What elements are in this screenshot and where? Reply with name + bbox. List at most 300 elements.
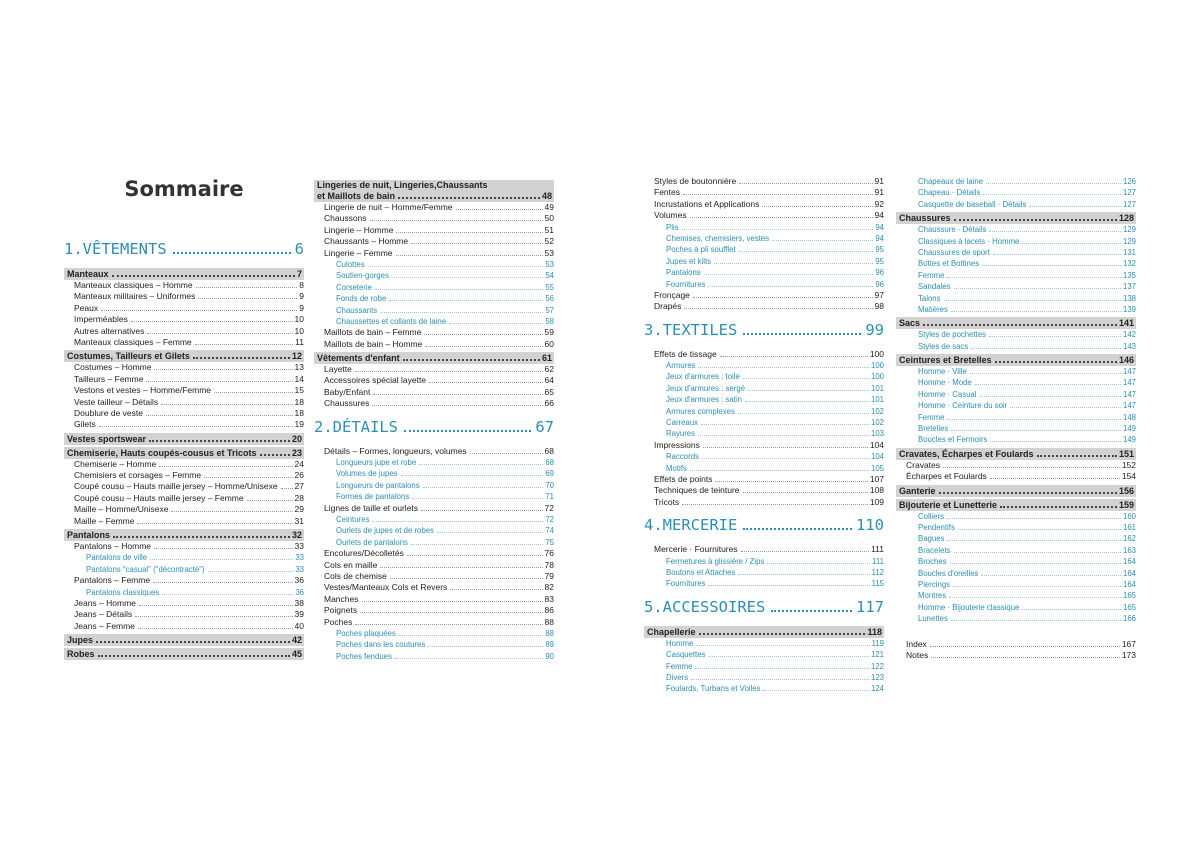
toc-subentry[interactable] [314, 457, 554, 468]
toc-entry[interactable] [64, 609, 304, 620]
toc-subentry[interactable] [896, 522, 1136, 533]
entry-page: 129 [1122, 225, 1136, 235]
toc-subentry[interactable] [644, 638, 884, 649]
toc-section-heading[interactable] [314, 352, 554, 364]
entry-page: 78 [544, 559, 554, 570]
toc-subentry[interactable] [896, 389, 1136, 400]
entry-page: 160 [1122, 511, 1136, 521]
entry-label: Drapés [654, 301, 682, 312]
toc-subentry[interactable] [314, 525, 554, 536]
entry-page: 104 [869, 439, 884, 450]
toc-entry[interactable] [64, 504, 304, 515]
toc-subentry[interactable] [314, 514, 554, 525]
toc-subentry[interactable] [896, 176, 1136, 187]
entry-page: 24 [294, 458, 304, 469]
dot-leader [96, 641, 290, 643]
toc-subentry[interactable] [644, 451, 884, 462]
entry-page: 39 [294, 609, 304, 620]
toc-subentry[interactable] [896, 579, 1136, 590]
entry-label: Volumes de jupes [336, 469, 398, 479]
toc-entry[interactable] [644, 210, 884, 221]
dot-leader [741, 551, 869, 552]
entry-label: Lingerie de nuit – Homme/Femme [324, 202, 453, 212]
toc-subentry[interactable] [644, 279, 884, 290]
dot-leader [990, 478, 1120, 479]
entry-page: 97 [874, 289, 884, 300]
entry-label: Ceintures et Bretelles [899, 355, 992, 366]
toc-subentry[interactable] [644, 417, 884, 428]
toc-subentry[interactable] [896, 366, 1136, 377]
toc-subentry[interactable] [314, 270, 554, 281]
toc-section-heading[interactable] [896, 499, 1136, 511]
entry-label: Longueurs jupe et robe [336, 458, 417, 468]
toc-subentry[interactable] [644, 661, 884, 672]
entry-page: 164 [1122, 579, 1136, 589]
toc-subentry[interactable] [896, 247, 1136, 258]
toc-subentry[interactable] [314, 639, 554, 650]
entry-page: 71 [545, 492, 554, 502]
toc-entry[interactable] [64, 280, 304, 291]
entry-page: 9 [299, 291, 304, 302]
toc-entry[interactable] [314, 248, 554, 259]
toc-subentry[interactable] [644, 256, 884, 267]
entry-page: 105 [870, 463, 884, 473]
dot-leader [975, 384, 1121, 385]
toc-subentry[interactable] [644, 463, 884, 474]
toc-subentry[interactable] [896, 236, 1136, 247]
toc-section-heading[interactable] [896, 212, 1136, 224]
toc-subentry[interactable] [314, 537, 554, 548]
toc-subentry[interactable] [644, 267, 884, 278]
toc-entry[interactable] [644, 199, 884, 210]
entry-label: Boucles et Fermoirs [918, 435, 988, 445]
toc-section-heading[interactable] [64, 648, 304, 660]
toc-subentry[interactable] [896, 434, 1136, 445]
entry-label: Foulards, Turbans et Voiles [666, 684, 761, 694]
entry-label: Chapeaux de laine [918, 177, 984, 186]
toc-subentry[interactable] [896, 187, 1136, 198]
dot-leader [281, 488, 293, 489]
toc-entry[interactable] [314, 327, 554, 338]
toc-subentry[interactable] [644, 567, 884, 578]
entry-page: 82 [544, 582, 554, 593]
toc-entry[interactable] [644, 290, 884, 301]
entry-label: Manteaux classiques – Femme [74, 336, 192, 347]
toc-section-heading[interactable] [314, 180, 554, 202]
entry-label: Chemiserie, Hauts coupés-cousus et Tricots [67, 447, 257, 458]
dot-leader [113, 536, 290, 538]
entry-page: 49 [544, 202, 554, 212]
toc-subentry[interactable] [314, 305, 554, 316]
dot-leader [738, 574, 869, 575]
entry-label: Boutons et Attaches [666, 567, 736, 577]
toc-section-heading[interactable] [896, 317, 1136, 329]
dot-leader [947, 540, 1121, 541]
dot-leader [943, 467, 1120, 468]
entry-label: Cravates [906, 459, 941, 470]
toc-subentry[interactable] [896, 613, 1136, 624]
toc-subentry[interactable] [896, 329, 1136, 340]
dot-leader [767, 563, 870, 564]
entry-label: Montres [918, 591, 947, 601]
dot-leader [923, 324, 1117, 326]
entry-label: Talons [918, 293, 941, 303]
dot-leader [739, 251, 874, 252]
dot-leader [954, 552, 1121, 553]
toc-entry[interactable] [314, 605, 554, 616]
part-title: 4.MERCERIE [644, 516, 738, 535]
toc-entry[interactable] [314, 548, 554, 559]
toc-entry[interactable] [644, 187, 884, 198]
dot-leader [146, 381, 292, 382]
entry-page: 141 [1118, 318, 1134, 329]
entry-page: 66 [544, 398, 554, 409]
toc-subentry[interactable] [64, 552, 304, 563]
toc-entry[interactable] [314, 446, 554, 457]
dot-leader [983, 194, 1121, 195]
entry-page: 11 [295, 336, 304, 347]
toc-entry[interactable] [644, 440, 884, 451]
dot-leader [380, 312, 543, 313]
toc-subentry[interactable] [314, 480, 554, 491]
entry-page: 95 [875, 245, 884, 255]
dot-leader [953, 586, 1121, 587]
entry-page: 95 [875, 256, 884, 266]
entry-page: 36 [295, 587, 304, 597]
dot-leader [390, 578, 543, 579]
toc-subentry[interactable] [644, 233, 884, 244]
dot-leader [421, 510, 543, 511]
dot-leader [355, 371, 543, 372]
part-title: 5.ACCESSOIRES [644, 597, 766, 616]
toc-entry[interactable] [314, 582, 554, 593]
entry-page: 146 [1118, 355, 1134, 366]
toc-entry[interactable] [314, 364, 554, 375]
entry-label: Chaussures de sport [918, 247, 990, 257]
entry-label: Veste tailleur – Détails [74, 396, 159, 407]
toc-entry[interactable] [314, 617, 554, 628]
dot-leader [690, 217, 873, 218]
entry-page: 75 [545, 537, 554, 547]
toc-subentry[interactable] [896, 258, 1136, 269]
toc-subentry[interactable] [64, 587, 304, 598]
toc-entry[interactable] [64, 291, 304, 302]
toc-subentry[interactable] [896, 281, 1136, 292]
entry-label: Index [906, 638, 927, 649]
toc-section-heading[interactable] [64, 447, 304, 459]
toc-subentry[interactable] [314, 259, 554, 270]
toc-section-heading[interactable] [64, 433, 304, 445]
toc-section-heading[interactable] [64, 350, 304, 362]
toc-entry[interactable] [64, 397, 304, 408]
dot-leader [247, 500, 293, 501]
dot-leader [214, 392, 293, 393]
entry-label: Manteaux classiques – Homme [74, 280, 193, 290]
toc-subentry[interactable] [896, 590, 1136, 601]
toc-subentry[interactable] [64, 564, 304, 575]
toc-entry[interactable] [64, 419, 304, 430]
toc-subentry[interactable] [896, 377, 1136, 388]
toc-subentry[interactable] [896, 293, 1136, 304]
toc-entry[interactable] [64, 481, 304, 492]
part-title: 2.DÉTAILS [314, 417, 398, 436]
entry-label: Maillots de bain – Femme [324, 327, 422, 338]
entry-label: Pantalons – Femme [74, 575, 151, 586]
toc-subentry[interactable] [314, 293, 554, 304]
entry-page: 13 [294, 362, 304, 373]
toc-subentry[interactable] [644, 578, 884, 589]
dot-leader [951, 430, 1121, 431]
entry-page: 137 [1122, 282, 1136, 292]
toc-entry[interactable] [64, 470, 304, 481]
toc-subentry[interactable] [896, 511, 1136, 522]
toc-entry[interactable] [314, 202, 554, 213]
entry-page: 91 [874, 187, 884, 198]
entry-page: 45 [291, 649, 302, 660]
entry-page: 91 [874, 176, 884, 186]
entry-label: Chaussure · Détails [918, 225, 987, 235]
dot-leader [1029, 206, 1121, 207]
toc-entry[interactable] [644, 349, 884, 360]
toc-subentry[interactable] [896, 341, 1136, 352]
dot-leader [951, 620, 1121, 621]
entry-page: 64 [544, 375, 554, 386]
entry-label: Effets de points [654, 473, 713, 484]
toc-entry[interactable] [64, 385, 304, 396]
toc-section-heading[interactable] [64, 529, 304, 541]
entry-page: 119 [871, 638, 884, 648]
toc-subentry[interactable] [896, 412, 1136, 423]
dot-leader [362, 601, 543, 602]
toc-subentry[interactable] [644, 672, 884, 683]
entry-label: Costumes, Tailleurs et Gilets [67, 351, 190, 362]
entry-label: Chaussons [324, 213, 367, 224]
dot-leader [162, 594, 293, 595]
entry-page: 173 [1121, 649, 1136, 660]
toc-entry[interactable] [314, 375, 554, 386]
toc-subentry[interactable] [896, 602, 1136, 613]
entry-label: Colliers [918, 511, 944, 521]
toc-entry[interactable] [314, 560, 554, 571]
entry-label: Incrustations et Applications [654, 198, 760, 209]
toc-entry[interactable] [896, 460, 1136, 471]
toc-subentry[interactable] [644, 428, 884, 439]
dot-leader [990, 441, 1121, 442]
toc-subentry[interactable] [644, 406, 884, 417]
dot-leader [947, 419, 1121, 420]
toc-entry[interactable] [314, 236, 554, 247]
entry-page: 88 [545, 628, 554, 638]
toc-entry[interactable] [314, 594, 554, 605]
toc-entry[interactable] [644, 474, 884, 485]
toc-entry[interactable] [64, 314, 304, 325]
toc-entry[interactable] [64, 621, 304, 632]
toc-subentry[interactable] [644, 244, 884, 255]
toc-part-heading[interactable] [644, 321, 884, 345]
entry-page: 69 [545, 469, 554, 479]
toc-section-heading[interactable] [64, 634, 304, 646]
toc-subentry[interactable] [644, 649, 884, 660]
entry-label: Bretelles [918, 424, 949, 434]
entry-page: 102 [870, 418, 884, 428]
entry-page: 89 [545, 640, 554, 650]
entry-page: 124 [870, 684, 884, 694]
entry-page: 127 [1122, 188, 1136, 198]
toc-entry[interactable] [64, 541, 304, 552]
toc-part-heading[interactable] [644, 598, 884, 622]
toc-entry[interactable] [64, 362, 304, 373]
toc-subentry[interactable] [644, 222, 884, 233]
toc-subentry[interactable] [896, 400, 1136, 411]
toc-section-heading[interactable] [64, 268, 304, 280]
entry-label: Bottes et Bottines [918, 259, 980, 269]
dot-leader [954, 288, 1121, 289]
toc-entry[interactable] [314, 387, 554, 398]
entry-label: Vestes/Manteaux Cols et Revers [324, 582, 448, 593]
toc-subentry[interactable] [644, 556, 884, 567]
toc-entry[interactable] [896, 650, 1136, 661]
toc-subentry[interactable] [644, 394, 884, 405]
toc-subentry[interactable] [644, 383, 884, 394]
toc-subentry[interactable] [644, 371, 884, 382]
entry-label: Chaussettes et collants de laine [336, 316, 447, 326]
entry-page: 147 [1122, 401, 1136, 411]
dot-leader [154, 548, 293, 549]
toc-entry[interactable] [64, 575, 304, 586]
toc-subentry[interactable] [314, 282, 554, 293]
toc-section-heading[interactable] [644, 626, 884, 638]
toc-subentry[interactable] [314, 468, 554, 479]
toc-subentry[interactable] [896, 556, 1136, 567]
toc-entry[interactable] [64, 303, 304, 314]
toc-entry[interactable] [644, 301, 884, 312]
entry-page: 90 [545, 651, 554, 661]
entry-page: 165 [1122, 591, 1136, 601]
entry-page: 52 [544, 236, 554, 247]
toc-entry[interactable] [644, 485, 884, 496]
dot-leader [395, 658, 543, 659]
toc-entry[interactable] [644, 497, 884, 508]
entry-label: Vestons et vestes – Homme/Femme [74, 385, 211, 396]
toc-entry[interactable] [314, 213, 554, 224]
entry-label: Formes de pantalons [336, 492, 410, 502]
toc-part-heading[interactable] [314, 418, 554, 442]
toc-subentry[interactable] [314, 628, 554, 639]
entry-label: Lignes de taille et ourlets [324, 502, 419, 513]
toc-entry[interactable] [64, 326, 304, 337]
dot-leader [195, 344, 294, 345]
toc-subentry[interactable] [896, 270, 1136, 281]
entry-label: Fournitures [666, 279, 706, 289]
toc-subentry[interactable] [314, 651, 554, 662]
entry-label: Plis [666, 222, 679, 232]
toc-subentry[interactable] [644, 360, 884, 371]
toc-entry[interactable] [64, 337, 304, 348]
entry-page: 26 [294, 470, 304, 481]
entry-label: Robes [67, 649, 95, 660]
toc-entry[interactable] [644, 544, 884, 555]
toc-entry[interactable] [64, 374, 304, 385]
entry-label: Chemises, chemisiers, vestes [666, 233, 770, 243]
entry-label: Homme · Casual [918, 389, 977, 399]
entry-page: 83 [544, 593, 554, 604]
entry-label: Lingerie – Homme [324, 224, 394, 235]
toc-subentry[interactable] [896, 533, 1136, 544]
entry-label: Sacs [899, 318, 921, 329]
entry-page: 94 [875, 222, 884, 232]
entry-label: Chaussures [899, 213, 951, 224]
toc-entry[interactable] [314, 503, 554, 514]
toc-subentry[interactable] [314, 316, 554, 327]
toc-subentry[interactable] [896, 199, 1136, 210]
toc-subentry[interactable] [314, 491, 554, 502]
toc-entry[interactable] [314, 339, 554, 350]
entry-page: 19 [294, 419, 304, 430]
toc-part-heading[interactable] [644, 516, 884, 540]
entry-page: 154 [1121, 471, 1136, 482]
entry-page: 68 [544, 445, 554, 456]
toc-entry[interactable] [644, 176, 884, 187]
toc-entry[interactable] [314, 571, 554, 582]
toc-section-heading[interactable] [896, 354, 1136, 366]
dot-leader [399, 635, 543, 636]
toc-part-heading[interactable] [64, 240, 304, 264]
toc-subentry[interactable] [896, 568, 1136, 579]
toc-entry[interactable] [896, 471, 1136, 482]
entry-page: 29 [294, 504, 304, 515]
toc-entry[interactable] [314, 225, 554, 236]
entry-label: Maillots de bain – Homme [324, 338, 423, 349]
dot-leader [950, 563, 1121, 564]
entry-page: 111 [872, 556, 884, 566]
toc-subentry[interactable] [896, 304, 1136, 315]
toc-entry[interactable] [64, 408, 304, 419]
entry-page: 20 [291, 433, 302, 444]
entry-label: Chaussants [336, 305, 378, 315]
dot-leader [693, 297, 873, 298]
spacer [896, 625, 1136, 639]
entry-label: Styles de pochettes [918, 330, 987, 340]
entry-label: Matières [918, 304, 948, 314]
dot-leader [743, 378, 869, 379]
entry-label: Tricots [654, 496, 680, 507]
entry-page: 8 [299, 280, 304, 290]
toc-entry[interactable] [64, 459, 304, 470]
toc-entry[interactable] [64, 516, 304, 527]
entry-page: 126 [1122, 177, 1136, 186]
entry-label: Jeans – Femme [74, 620, 135, 631]
toc-subentry[interactable] [896, 423, 1136, 434]
section-page: 48 [541, 191, 552, 201]
toc-section-heading[interactable] [896, 448, 1136, 460]
toc-entry[interactable] [896, 639, 1136, 650]
toc-entry[interactable] [64, 598, 304, 609]
entry-page: 102 [870, 406, 884, 416]
toc-entry[interactable] [64, 493, 304, 504]
dot-leader [131, 321, 293, 322]
dot-leader [153, 582, 292, 583]
dot-leader [982, 265, 1121, 266]
dot-leader [193, 357, 290, 359]
toc-subentry[interactable] [644, 683, 884, 694]
toc-subentry[interactable] [896, 224, 1136, 235]
dot-leader [260, 454, 290, 456]
toc-entry[interactable] [314, 398, 554, 409]
entry-label: Bracelets [918, 545, 951, 555]
entry-label: Mercerie · Fournitures [654, 544, 738, 555]
toc-section-heading[interactable] [896, 485, 1136, 497]
toc-subentry[interactable] [896, 545, 1136, 556]
